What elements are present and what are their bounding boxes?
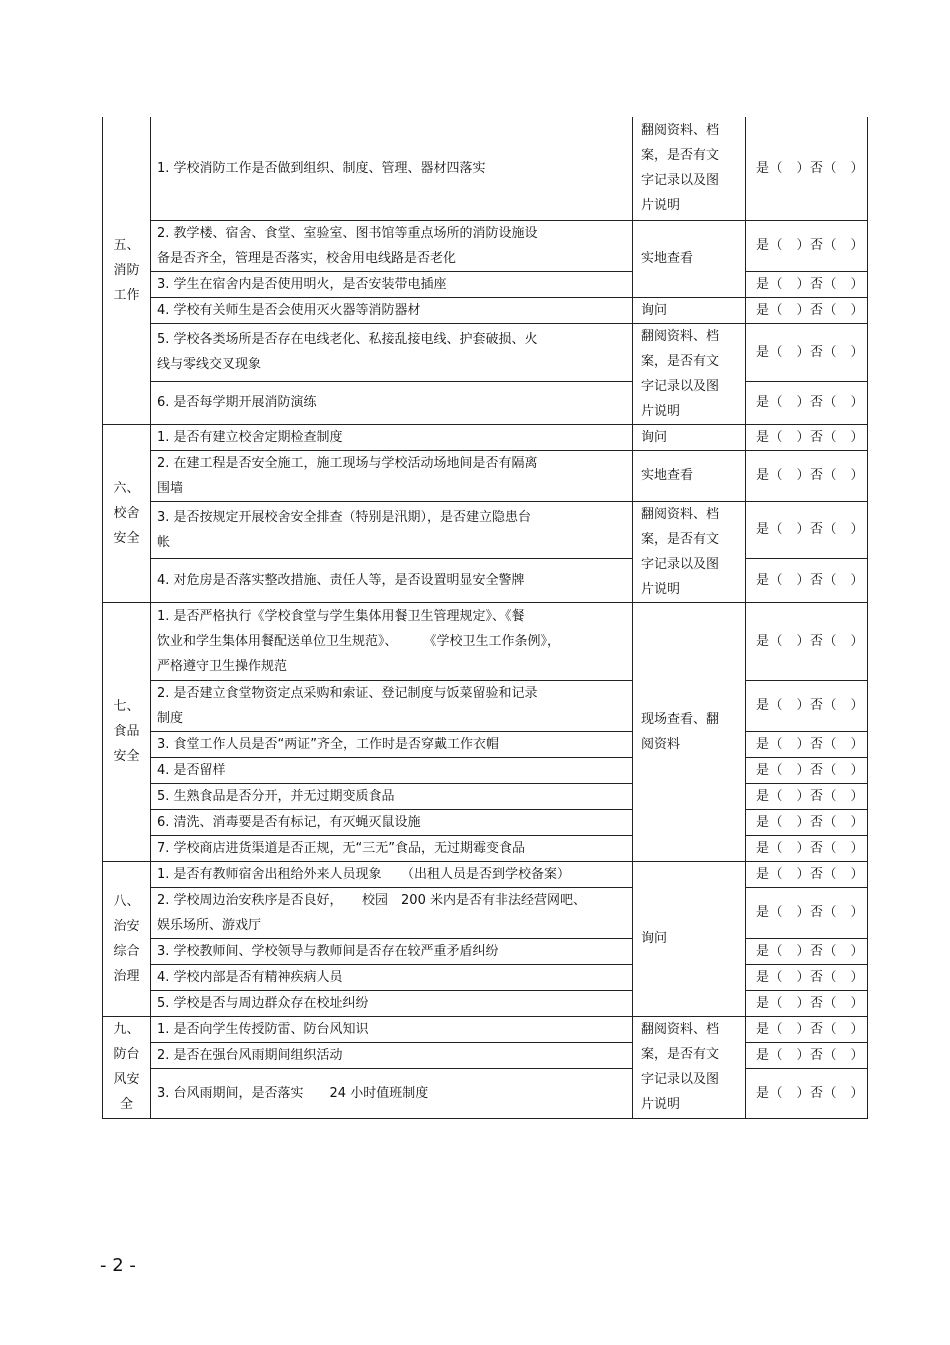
- method-cell: 翻阅资料、档 案，是否有文 字记录以及图 片说明: [633, 501, 746, 602]
- result-cell: 是（ ）否（ ）: [746, 809, 868, 835]
- item-cell: 5. 学校各类场所是否存在电线老化、私接乱接电线、护套破损、火 线与零线交叉现象: [151, 323, 633, 381]
- method-cell: 询问: [633, 424, 746, 450]
- result-cell: 是（ ）否（ ）: [746, 835, 868, 861]
- result-cell: 是（ ）否（ ）: [746, 323, 868, 381]
- table-row: [103, 220, 868, 271]
- table-row: [103, 680, 868, 731]
- page-number: - 2 -: [100, 1255, 136, 1276]
- result-cell: 是（ ）否（ ）: [746, 220, 868, 271]
- item-cell: 4. 是否留样: [151, 757, 633, 783]
- method-cell: 翻阅资料、档 案，是否有文 字记录以及图 片说明: [633, 1016, 746, 1118]
- item-cell: 3. 学生在宿舍内是否使用明火，是否安装带电插座: [151, 271, 633, 297]
- item-cell: 3. 学校教师间、学校领导与教师间是否存在较严重矛盾纠纷: [151, 938, 633, 964]
- table-row: [103, 861, 868, 887]
- item-cell: 2. 教学楼、宿舍、食堂、室验室、图书馆等重点场所的消防设施设 备是否齐全，管理是否落实，校舍用电线路是否老化: [151, 220, 633, 271]
- item-cell: 4. 对危房是否落实整改措施、责任人等，是否设置明显安全警牌: [151, 558, 633, 602]
- item-cell: 3. 是否按规定开展校舍安全排查（特别是汛期），是否建立隐患台 帐: [151, 501, 633, 558]
- table-row: [103, 381, 868, 424]
- table-row: [103, 938, 868, 964]
- result-cell: 是（ ）否（ ）: [746, 297, 868, 323]
- section-cell: 九、 防台 风安 全: [103, 1016, 151, 1118]
- result-cell: 是（ ）否（ ）: [746, 558, 868, 602]
- item-cell: 1. 是否严格执行《学校食堂与学生集体用餐卫生管理规定》、《餐 饮业和学生集体用餐配送单位卫生规范》、 《学校卫生工作条例》， 严格遵守卫生操作规范: [151, 602, 633, 680]
- table-row: [103, 450, 868, 501]
- table-row: [103, 271, 868, 297]
- result-cell: 是（ ）否（ ）: [746, 1068, 868, 1118]
- result-cell: 是（ ）否（ ）: [746, 861, 868, 887]
- method-cell: 实地查看: [633, 220, 746, 297]
- item-cell: 2. 在建工程是否安全施工，施工现场与学校活动场地间是否有隔离 围墙: [151, 450, 633, 501]
- result-cell: 是（ ）否（ ）: [746, 1042, 868, 1068]
- item-cell: 1. 是否有教师宿舍出租给外来人员现象 （出租人员是否到学校备案）: [151, 861, 633, 887]
- item-cell: 5. 学校是否与周边群众存在校址纠纷: [151, 990, 633, 1016]
- item-cell: 2. 是否建立食堂物资定点采购和索证、登记制度与饭菜留验和记录 制度: [151, 680, 633, 731]
- table-row: [103, 1068, 868, 1118]
- result-cell: 是（ ）否（ ）: [746, 731, 868, 757]
- table-row: [103, 323, 868, 381]
- result-cell: 是（ ）否（ ）: [746, 1016, 868, 1042]
- table-row: [103, 424, 868, 450]
- method-cell: 询问: [633, 297, 746, 323]
- method-cell: 询问: [633, 861, 746, 1016]
- table-row: [103, 757, 868, 783]
- result-cell: 是（ ）否（ ）: [746, 964, 868, 990]
- section-cell: 五、 消防 工作: [103, 117, 151, 424]
- result-cell: 是（ ）否（ ）: [746, 602, 868, 680]
- result-cell: 是（ ）否（ ）: [746, 381, 868, 424]
- table-row: [103, 783, 868, 809]
- item-cell: 1. 是否向学生传授防雷、防台风知识: [151, 1016, 633, 1042]
- table-row: [103, 602, 868, 680]
- result-cell: 是（ ）否（ ）: [746, 887, 868, 938]
- table-row: [103, 964, 868, 990]
- item-cell: 4. 学校有关师生是否会使用灭火器等消防器材: [151, 297, 633, 323]
- table-row: [103, 558, 868, 602]
- result-cell: 是（ ）否（ ）: [746, 424, 868, 450]
- table-row: [103, 835, 868, 861]
- table-row: [103, 887, 868, 938]
- result-cell: 是（ ）否（ ）: [746, 117, 868, 220]
- table-row: [103, 1042, 868, 1068]
- item-cell: 4. 学校内部是否有精神疾病人员: [151, 964, 633, 990]
- item-cell: 3. 台风雨期间，是否落实 24 小时值班制度: [151, 1068, 633, 1118]
- result-cell: 是（ ）否（ ）: [746, 757, 868, 783]
- result-cell: 是（ ）否（ ）: [746, 680, 868, 731]
- item-cell: 6. 清洗、消毒要是否有标记，有灭蝇灭鼠设施: [151, 809, 633, 835]
- result-cell: 是（ ）否（ ）: [746, 938, 868, 964]
- section-cell: 八、 治安 综合 治理: [103, 861, 151, 1016]
- table-row: [103, 809, 868, 835]
- result-cell: 是（ ）否（ ）: [746, 501, 868, 558]
- item-cell: 7. 学校商店进货渠道是否正规，无“三无”食品，无过期霉变食品: [151, 835, 633, 861]
- result-cell: 是（ ）否（ ）: [746, 783, 868, 809]
- item-cell: 1. 是否有建立校舍定期检查制度: [151, 424, 633, 450]
- section-cell: 六、 校舍 安全: [103, 424, 151, 602]
- section-cell: 七、 食品 安全: [103, 602, 151, 861]
- result-cell: 是（ ）否（ ）: [746, 450, 868, 501]
- safety-checklist-table: [102, 117, 868, 1119]
- table-row: [103, 117, 868, 220]
- result-cell: 是（ ）否（ ）: [746, 271, 868, 297]
- result-cell: 是（ ）否（ ）: [746, 990, 868, 1016]
- item-cell: 5. 生熟食品是否分开，并无过期变质食品: [151, 783, 633, 809]
- method-cell: 翻阅资料、档 案，是否有文 字记录以及图 片说明: [633, 117, 746, 220]
- table-row: [103, 990, 868, 1016]
- item-cell: 1. 学校消防工作是否做到组织、制度、管理、器材四落实: [151, 117, 633, 220]
- item-cell: 2. 学校周边治安秩序是否良好， 校园 200 米内是否有非法经营网吧、 娱乐场所、游戏厅: [151, 887, 633, 938]
- method-cell: 翻阅资料、档 案，是否有文 字记录以及图 片说明: [633, 323, 746, 424]
- item-cell: 3. 食堂工作人员是否“两证”齐全，工作时是否穿戴工作衣帽: [151, 731, 633, 757]
- item-cell: 2. 是否在强台风雨期间组织活动: [151, 1042, 633, 1068]
- table-row: [103, 1016, 868, 1042]
- method-cell: 实地查看: [633, 450, 746, 501]
- item-cell: 6. 是否每学期开展消防演练: [151, 381, 633, 424]
- table-row: [103, 297, 868, 323]
- method-cell: 现场查看、翻 阅资料: [633, 602, 746, 861]
- table-row: [103, 501, 868, 558]
- table-row: [103, 731, 868, 757]
